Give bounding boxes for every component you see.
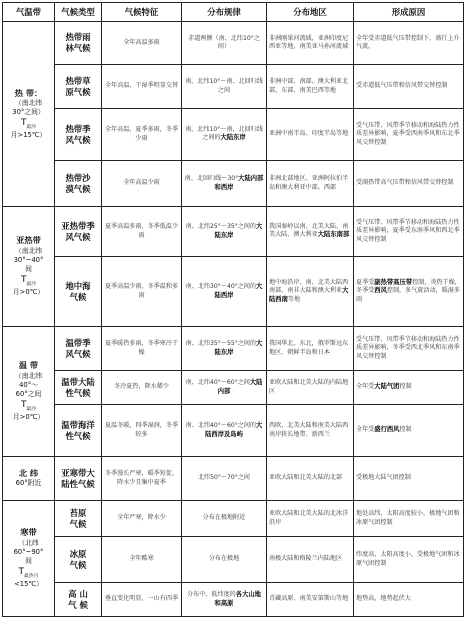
zone-latitude-note: 间 — [25, 264, 32, 273]
zone-temperature-symbol: $T_{最冷}$ — [20, 117, 37, 130]
climate-type-line: 气候 — [69, 518, 87, 529]
distribution-text: 南、北纬35°～55°之间的 — [185, 340, 257, 348]
table-row — [3, 327, 464, 371]
area-cell: 我国华北、东北，俄罗斯远东地区，朝鲜半岛和日本 — [267, 327, 354, 371]
climate-feature-cell: 冬季漫长严寒，暖季短促，降水少且集中夏季 — [102, 457, 182, 501]
area-cell: 非洲中部、南部、澳大利亚北部、东部、南美巴西等地 — [267, 65, 354, 109]
header-cause: 形成原因 — [354, 3, 464, 22]
climate-type-cell — [55, 537, 102, 583]
distribution-cell — [182, 161, 267, 207]
cause-cell: 受赤道低气压带和信风带交替控制 — [354, 65, 464, 109]
climate-table-sheet — [2, 2, 463, 626]
climate-type-line: 气候 — [69, 291, 87, 302]
area-highlight: 大陆东南部 — [317, 231, 350, 239]
climate-type-line: 热带雨 — [65, 32, 91, 43]
climate-type-line: 性气候 — [65, 387, 91, 398]
cause-cell: 受气压带、风带季节移动和海陆热力性质差异影响，夏季受东南季风和西北季风交替控制 — [354, 207, 464, 257]
cause-cell — [354, 371, 464, 405]
climate-type-line: 温带季 — [65, 337, 91, 348]
table-row — [3, 207, 464, 257]
table-row — [3, 22, 464, 65]
area-cell — [267, 207, 354, 257]
zone-name: 寒带 — [20, 527, 37, 538]
climate-type-line: 冰原 — [69, 548, 87, 559]
zone-subtropic — [3, 207, 55, 327]
distribution-text: 南、北纬25°～35°之间的 — [185, 223, 257, 231]
area-cell: 非洲刚果河流域，亚洲印度尼西亚等地，南美亚马孙河流域 — [267, 22, 354, 65]
distribution-highlight: 各大山地和高原 — [214, 591, 261, 607]
climate-types-table — [2, 2, 464, 617]
area-text: 地中海沿岸、南、北美大陆西南部、南非大陆和澳大利亚 — [269, 279, 349, 295]
climate-feature-cell: 垂直变化明显，一山有四季 — [102, 583, 182, 617]
header-type: 气候类型 — [55, 3, 102, 22]
climate-type-cell — [55, 405, 102, 457]
climate-type-line: 热带季 — [65, 123, 91, 134]
distribution-highlight: 大陆内部和西岸 — [214, 175, 264, 191]
climate-type-cell — [55, 207, 102, 257]
header-zone: 气温带 — [3, 3, 55, 22]
distribution-highlight: 大陆内部 — [217, 379, 263, 395]
area-text: 我国秦岭以南、北美大陆、南美大陆、澳大利亚 — [269, 223, 349, 239]
cause-text: 控制，多气旋活动，暖湿多雨 — [356, 287, 460, 303]
climate-type-line: 亚热带季 — [61, 220, 95, 231]
climate-type-line: 温带大陆 — [61, 376, 95, 387]
cause-highlight: 副热带高压带 — [374, 279, 413, 287]
zone-north60 — [3, 457, 55, 501]
zone-latitude-note: （南北纬 — [14, 98, 43, 107]
zone-temperature-symbol: $T_{最冷}$ — [20, 275, 37, 287]
climate-type-cell — [55, 22, 102, 65]
climate-feature-cell: 冬冷夏热，降水稀少 — [102, 371, 182, 405]
cause-highlight: 西风 — [374, 287, 387, 295]
cause-cell: 纬度高，太阳高度小，受极地气团和冰原气团控制 — [354, 537, 464, 583]
zone-name: 温 带 — [18, 360, 39, 371]
zone-latitude-note: 30°之间） — [12, 107, 45, 116]
climate-feature-cell: 全年酷寒 — [102, 537, 182, 583]
header-area: 分布地区 — [267, 3, 354, 22]
cause-cell — [354, 405, 464, 457]
zone-latitude-note: （南北纬 — [14, 246, 43, 255]
zone-latitude-note: 间 — [25, 556, 32, 565]
header-feature: 气候特征 — [102, 3, 182, 22]
distribution-cell — [182, 257, 267, 327]
climate-feature-cell: 夏温冬暖，四季湿润，冬季较多 — [102, 405, 182, 457]
table-header-row — [3, 3, 464, 22]
distribution-cell — [182, 501, 267, 537]
area-cell: 亚洲中南半岛、印度半岛等地 — [267, 109, 354, 161]
climate-type-line: 性气候 — [65, 430, 91, 441]
table-row — [3, 371, 464, 405]
area-cell: 西欧、北美大陆和南美大陆西南岸狭长地带、新西兰 — [267, 405, 354, 457]
table-row — [3, 65, 464, 109]
table-row — [3, 583, 464, 617]
area-cell: 青藏高原、南美安第斯山等地 — [267, 583, 354, 617]
distribution-highlight: 大陆东岸 — [214, 223, 263, 239]
climate-type-line: 高 山 — [68, 588, 88, 599]
zone-temperature-subscript: 最热月 — [24, 573, 39, 579]
area-cell: 亚欧大陆和北美大陆的北部 — [267, 457, 354, 501]
climate-type-cell — [55, 501, 102, 537]
area-cell: 南极大陆和格陵兰内陆地区 — [267, 537, 354, 583]
zone-temperature-subscript: 最冷 — [26, 124, 37, 130]
distribution-text: 南、北回归线～30° — [184, 175, 239, 183]
zone-latitude-note: 30°~40° — [13, 255, 44, 264]
climate-type-line: 气候 — [69, 559, 87, 570]
distribution-text: 赤道两侧（南、北纬10°之间） — [188, 34, 260, 50]
distribution-highlight: 大陆东岸 — [214, 340, 263, 356]
distribution-text: 南、北纬30°～40°之间的 — [185, 283, 257, 291]
zone-latitude-note: 60°之间 — [15, 389, 42, 398]
zone-temperature-condition: 月>0℃） — [12, 288, 45, 297]
cause-cell — [354, 257, 464, 327]
climate-type-cell — [55, 371, 102, 405]
distribution-highlight: 大陆西岸及岛屿 — [205, 422, 263, 438]
zone-temperature-condition: 月>15℃） — [10, 131, 47, 140]
cause-cell: 受副热带高气压带和信风带交替控制 — [354, 161, 464, 207]
cause-text: 控制 — [399, 426, 412, 434]
distribution-cell — [182, 109, 267, 161]
cause-cell: 全年受赤道低气压带控制下，盛行上升气流。 — [354, 22, 464, 65]
cause-text: 控制 — [399, 383, 412, 391]
climate-type-line: 亚寒带大 — [61, 467, 95, 478]
distribution-highlight: 大陆西岸 — [214, 283, 263, 299]
zone-cold — [3, 501, 55, 617]
distribution-text: 南、北纬10°～南、北回归线之间 — [185, 78, 263, 94]
cause-highlight: 盛行西风 — [374, 426, 400, 434]
area-cell: 非洲北部地区、亚洲阿拉伯半岛和澳大利亚中部、西部 — [267, 161, 354, 207]
cause-cell: 受气压带、风带季节移动和海陆热力性质差异影响，冬季受西北季风和东南季风交替控制 — [354, 327, 464, 371]
climate-type-line: 地中海 — [65, 280, 91, 291]
distribution-cell — [182, 65, 267, 109]
zone-latitude-note: 40°～ — [19, 380, 38, 389]
cause-text: 全年受 — [356, 426, 375, 434]
zone-temperature-symbol: $T_{最冷}$ — [20, 400, 37, 412]
distribution-cell — [182, 327, 267, 371]
distribution-text: 分布中、低纬度的 — [187, 591, 236, 599]
zone-latitude-note: （北纬 — [18, 538, 39, 547]
area-highlight: 大陆西南 — [269, 287, 349, 303]
zone-name: 亚热带 — [16, 235, 41, 246]
climate-feature-cell: 夏季高温少雨，冬季温和多雨 — [102, 257, 182, 327]
table-row — [3, 161, 464, 207]
zone-latitude-note: 60°~90° — [13, 547, 44, 556]
climate-feature-cell: 全年高温，干湿季明显交替 — [102, 65, 182, 109]
distribution-text: 南、北纬40°～60°之间 — [185, 379, 250, 387]
climate-type-line: 漠气候 — [65, 183, 91, 194]
zone-temperature-subscript: 最冷 — [26, 281, 37, 287]
zone-name: 北 纬 — [18, 468, 39, 479]
distribution-cell — [182, 22, 267, 65]
distribution-cell — [182, 537, 267, 583]
distribution-cell — [182, 371, 267, 405]
climate-type-line: 风气候 — [65, 134, 91, 145]
distribution-cell — [182, 457, 267, 501]
climate-type-line: 苔原 — [69, 507, 87, 518]
cause-text: 夏季受 — [356, 279, 375, 287]
climate-type-cell — [55, 257, 102, 327]
header-distribution: 分布规律 — [182, 3, 267, 22]
climate-type-line: 林气候 — [65, 43, 91, 53]
zone-temperature-condition: <15℃） — [14, 580, 43, 589]
table-row — [3, 109, 464, 161]
zone-latitude-note: 60°附近 — [15, 479, 42, 488]
table-row — [3, 257, 464, 327]
distribution-text: 分布在极地 — [208, 555, 240, 563]
zone-tropic — [3, 22, 55, 207]
area-cell: 亚欧大陆和北美大陆的内陆地区 — [267, 371, 354, 405]
cause-cell: 受气压带、风带季节移动和海陆热力性质差异影响，夏季受西南季风和东北季风交替控制 — [354, 109, 464, 161]
climate-type-line: 气 候 — [68, 599, 88, 610]
area-cell — [267, 257, 354, 327]
cause-highlight: 大陆气团 — [374, 383, 400, 391]
table-row — [3, 457, 464, 501]
distribution-text: 分布在极地附近 — [202, 514, 246, 522]
climate-type-line: 风气候 — [65, 231, 91, 242]
cause-text: 全年受 — [356, 383, 375, 391]
cause-cell: 地处高纬，太阳高度较小，极地气团和冰原气团控制 — [354, 501, 464, 537]
climate-type-line: 原气候 — [65, 86, 91, 97]
zone-temperature-symbol: $T_{最热月}$ — [18, 567, 39, 579]
distribution-cell — [182, 207, 267, 257]
climate-type-line: 陆性气候 — [61, 478, 95, 489]
table-row — [3, 501, 464, 537]
climate-feature-cell: 全年高温，夏季多雨，冬季少雨 — [102, 109, 182, 161]
climate-type-line: 热带草 — [65, 75, 91, 86]
distribution-text: 南、北纬40°～60°之间的 — [185, 422, 257, 430]
climate-feature-cell: 夏季暖热多雨，冬季寒冷干燥 — [102, 327, 182, 371]
cause-cell: 地势高，地势起伏大 — [354, 583, 464, 617]
distribution-cell — [182, 583, 267, 617]
zone-temperate — [3, 327, 55, 457]
climate-type-cell — [55, 327, 102, 371]
climate-type-cell — [55, 161, 102, 207]
climate-type-cell — [55, 109, 102, 161]
climate-type-line: 热带沙 — [65, 172, 91, 183]
climate-type-cell — [55, 583, 102, 617]
zone-name: 热 带： — [14, 87, 43, 98]
area-cell: 亚欧大陆和北美大陆的北冰洋沿岸 — [267, 501, 354, 537]
area-text: 等地 — [287, 295, 301, 303]
distribution-text: 南、北纬10°～南、北回归线之间的 — [185, 126, 263, 142]
climate-type-line: 温带海洋 — [61, 419, 95, 430]
climate-feature-cell: 全年严寒，降水少 — [102, 501, 182, 537]
climate-feature-cell: 全年高温少雨 — [102, 161, 182, 207]
climate-feature-cell: 夏季高温多雨，冬季低温少雨 — [102, 207, 182, 257]
climate-feature-cell: 全年高温多雨 — [102, 22, 182, 65]
zone-temperature-condition: 月>0℃） — [12, 413, 45, 422]
climate-type-line: 风气候 — [65, 348, 91, 359]
table-row — [3, 405, 464, 457]
distribution-highlight: 大陆东岸 — [220, 134, 246, 142]
zone-temperature-subscript: 最冷 — [26, 406, 37, 412]
zone-latitude-note: （南北纬 — [14, 371, 43, 380]
cause-cell: 受极地大陆气团控制 — [354, 457, 464, 501]
cause-text: 控制，炎热干燥，冬季受 — [356, 279, 461, 295]
distribution-cell — [182, 405, 267, 457]
table-row — [3, 537, 464, 583]
climate-type-cell — [55, 457, 102, 501]
distribution-text: 北纬50°～70°之间 — [197, 474, 251, 482]
climate-type-cell — [55, 65, 102, 109]
